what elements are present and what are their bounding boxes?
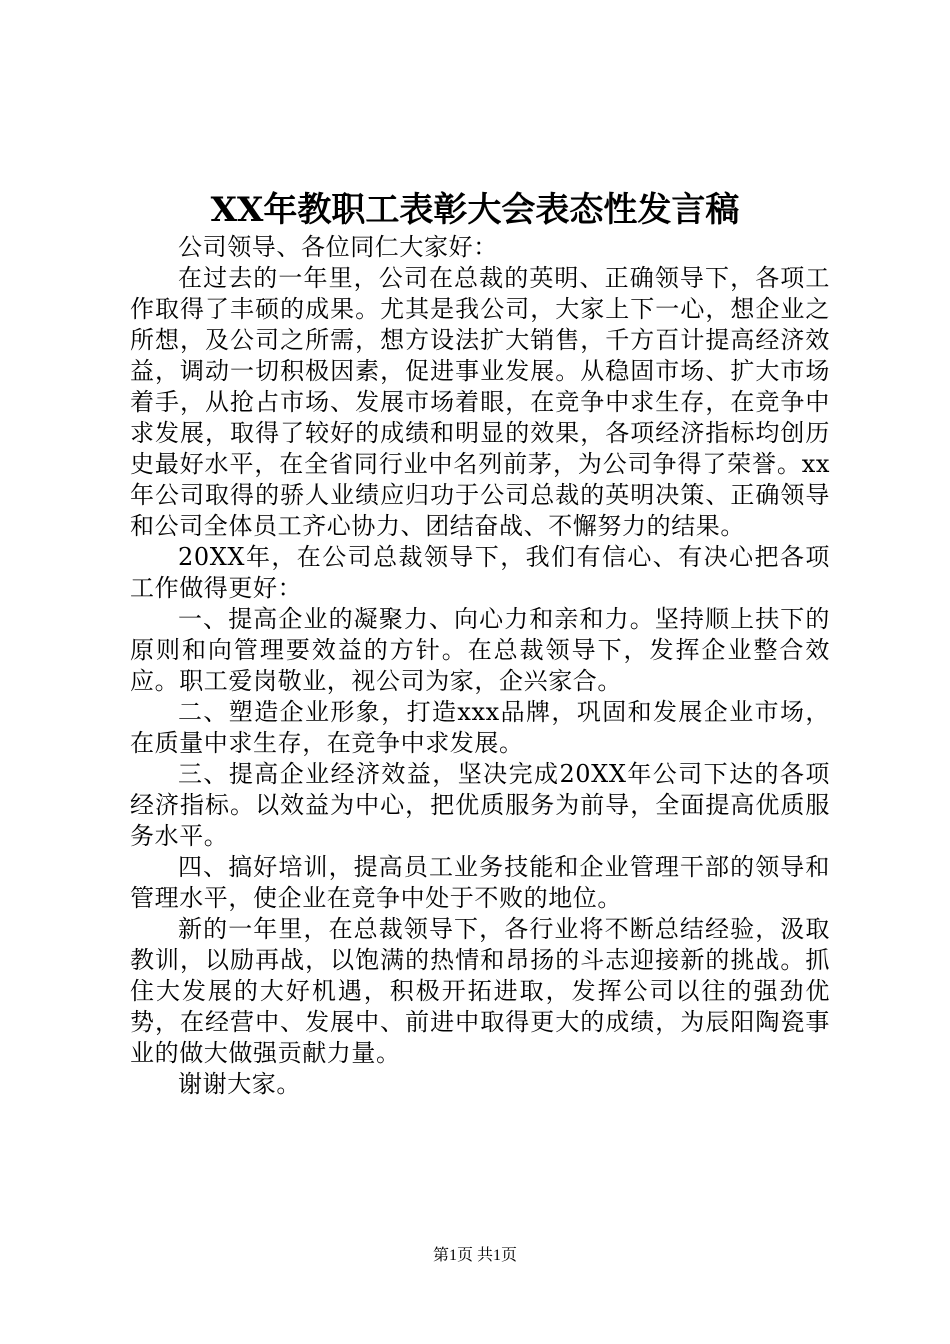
paragraph-point-one: 一、提高企业的凝聚力、向心力和亲和力。坚持顺上扶下的原则和向管理要效益的方针。在总裁领导下，发挥企业整合效应。职工爱岗敬业，视公司为家，企兴家合。 <box>130 605 830 695</box>
paragraph-point-two: 二、塑造企业形象，打造xxx品牌，巩固和发展企业市场，在质量中求生存，在竞争中求发展。 <box>130 698 830 757</box>
paragraph-point-three: 三、提高企业经济效益，坚决完成20XX年公司下达的各项经济指标。以效益为中心，把优质服务为前导，全面提高优质服务水平。 <box>130 760 830 850</box>
paragraph-new-year: 新的一年里，在总裁领导下，各行业将不断总结经验，汲取教训，以励再战，以饱满的热情和昂扬的斗志迎接新的挑战。抓住大发展的大好机遇，积极开拓进取，发挥公司以往的强劲优势，在经营中、发展中、前进中取得更大的成绩，为辰阳陶瓷事业的做大做强贡献力量。 <box>130 915 830 1067</box>
page-number-footer: 第1页 共1页 <box>432 1247 517 1264</box>
document-title: XX年教职工表彰大会表态性发言稿 <box>210 190 740 230</box>
document-body <box>130 232 830 1100</box>
paragraph-thanks: 谢谢大家。 <box>178 1070 301 1098</box>
paragraph-point-four: 四、搞好培训，提高员工业务技能和企业管理干部的领导和管理水平，使企业在竞争中处于不败的地位。 <box>130 853 830 912</box>
paragraph-outlook: 20XX年，在公司总裁领导下，我们有信心、有决心把各项工作做得更好： <box>130 543 830 602</box>
paragraph-greeting: 公司领导、各位同仁大家好： <box>178 233 498 261</box>
paragraph-review: 在过去的一年里，公司在总裁的英明、正确领导下，各项工作取得了丰硕的成果。尤其是我公司，大家上下一心，想企业之所想，及公司之所需，想方设法扩大销售，千方百计提高经济效益，调动一切积极因素，促进事业发展。从稳固市场、扩大市场着手，从抢占市场、发展市场着眼，在竞争中求生存，在竞争中求发展，取得了较好的成绩和明显的效果，各项经济指标均创历史最好水平，在全省同行业中名列前茅，为公司争得了荣誉。xx年公司取得的骄人业绩应归功于公司总裁的英明决策、正确领导和公司全体员工齐心协力、团结奋战、不懈努力的结果。 <box>130 264 830 540</box>
